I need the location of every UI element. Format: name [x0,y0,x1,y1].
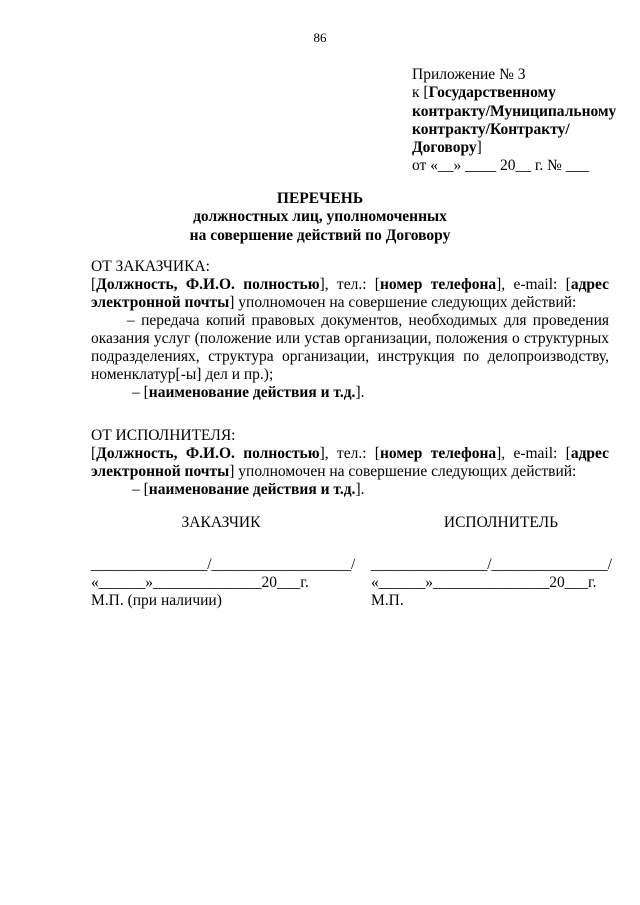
customer-heading: ОТ ЗАКАЗЧИКА: [91,258,210,275]
contractor-heading: ОТ ИСПОЛНИТЕЛЯ: [91,427,236,444]
appendix-contract-ref: к [Государственному контракту/Муниципальному контракту/Контракту/ Договору] [412,84,617,157]
customer-stamp: М.П. (при наличии) [91,591,222,609]
page-number: 86 [313,30,327,45]
customer-authorized-person: [Должность, Ф.И.О. полностью], тел.: [номер телефона], e-mail: [адрес электронной почты] уполномочен на совершение следующих действий: [91,275,609,311]
appendix-header [412,66,632,176]
customer-date-line: «______»______________20___г. [91,573,309,591]
contractor-stamp: М.П. [371,591,404,609]
contractor-authorized-person: [Должность, Ф.И.О. полностью], тел.: [номер телефона], e-mail: [адрес электронной почты] уполномочен на совершение следующих действий: [91,444,609,480]
contractor-action-item: – [наименование действия и т.д.]. [132,480,365,498]
contractor-section [91,427,609,499]
customer-section [91,258,609,402]
contractor-date-line: «______»_______________20___г. [371,573,597,591]
customer-signature-heading: ЗАКАЗЧИК [181,514,261,531]
contractor-signature-line: _______________/_______________/ [371,555,613,573]
appendix-number: Приложение № 3 [412,66,526,83]
document-title: ПЕРЕЧЕНЬ должностных лиц, уполномоченных на совершение действий по Договору [189,190,451,244]
appendix-date: от «__» ____ 20__ г. № ___ [412,157,590,175]
customer-action-item: – [наименование действия и т.д.]. [132,383,365,401]
contractor-signature [371,514,631,610]
customer-action-item: – передача копий правовых документов, необходимых для проведения оказания услуг (положение или устав организации, положения о структурных подразделениях, структура организации, инструкция по делопроизводству, номенклатур[-ы] дел и пр.); [91,311,609,383]
contract-type: Государственному контракту/Муниципальному контракту/Контракту/ Договору [412,84,617,157]
customer-signature [91,514,356,610]
contractor-signature-heading: ИСПОЛНИТЕЛЬ [443,514,559,531]
customer-signature-line: _______________/__________________/ [91,555,356,573]
